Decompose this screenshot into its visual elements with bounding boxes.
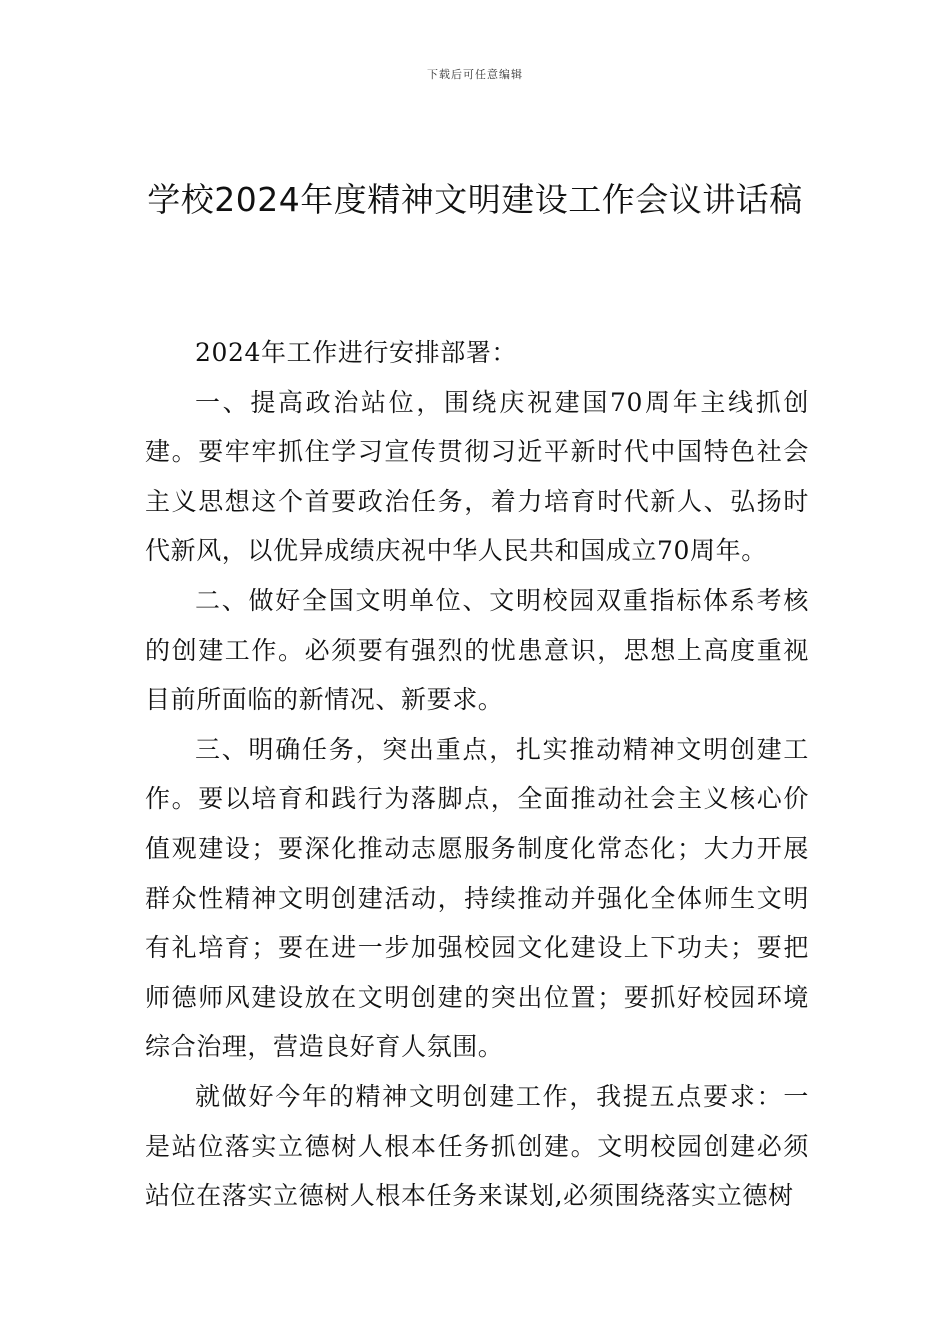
paragraph-point-3: 三、明确任务，突出重点，扎实推动精神文明创建工作。要以培育和践行为落脚点，全面推动社会主义核心价值观建设；要深化推动志愿服务制度化常态化；大力开展群众性精神文明创建活动，持续推动并强化全体师生文明有礼培育；要在进一步加强校园文化建设上下功夫；要把师德师风建设放在文明创建的突出位置；要抓好校园环境综合治理，营造良好育人氛围。: [145, 734, 809, 1062]
header-note: 下载后可任意编辑: [427, 68, 523, 81]
paragraph-point-1: 一、提高政治站位，围绕庆祝建国70周年主线抓创建。要牢牢抓住学习宣传贯彻习近平新时代中国特色社会主义思想这个首要政治任务，着力培育时代新人、弘扬时代新风，以优异成绩庆祝中华人民共和国成立70周年。: [145, 387, 809, 566]
paragraph-point-2: 二、做好全国文明单位、文明校园双重指标体系考核的创建工作。必须要有强烈的忧患意识，思想上高度重视目前所面临的新情况、新要求。: [145, 585, 809, 715]
document-title: 学校2024年度精神文明建设工作会议讲话稿: [147, 180, 803, 219]
document-body: [145, 328, 809, 1221]
paragraph-intro: 2024年工作进行安排部署：: [195, 338, 518, 367]
paragraph-requirements: 就做好今年的精神文明创建工作，我提五点要求：一是站位落实立德树人根本任务抓创建。文明校园创建必须站位在落实立德树人根本任务来谋划,必须围绕落实立德树: [145, 1081, 809, 1211]
